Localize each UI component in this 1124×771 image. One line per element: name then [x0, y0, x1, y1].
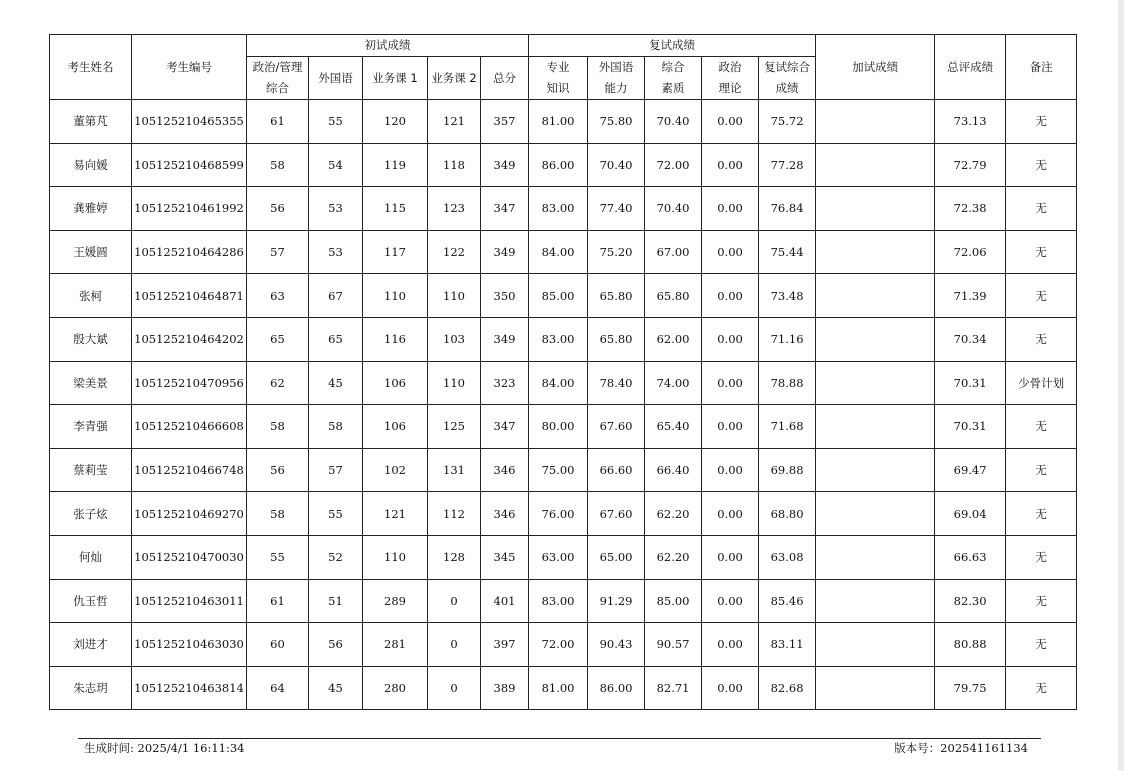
foreign-lang-ability-cell: 65.80: [588, 317, 645, 361]
initial-header-5: [481, 57, 529, 100]
retest-header-line2: 素质: [661, 81, 685, 95]
note-cell: 无: [1006, 230, 1077, 274]
political-theory-cell: 0.00: [702, 448, 759, 492]
course2-score-cell: 122: [428, 230, 481, 274]
candidate-id-cell: 105125210463030: [132, 623, 247, 667]
name-cell: 李青强: [50, 405, 132, 449]
foreign-lang-score-cell: 45: [309, 361, 363, 405]
politics-score-cell: 56: [247, 187, 309, 231]
initial-header-line1: 总分: [493, 70, 517, 85]
extra-score-cell: [816, 187, 935, 231]
note-cell: 无: [1006, 448, 1077, 492]
foreign-lang-score-cell: 45: [309, 666, 363, 710]
retest-header-line1: 专业: [546, 60, 570, 74]
total-eval-cell: 72.38: [935, 187, 1006, 231]
political-theory-cell: 0.00: [702, 405, 759, 449]
course1-score-cell: 110: [363, 274, 428, 318]
header-note: 备注: [1006, 35, 1077, 100]
header-initial-group: 初试成绩: [247, 35, 529, 57]
retest-composite-cell: 73.48: [759, 274, 816, 318]
retest-composite-cell: 68.80: [759, 492, 816, 536]
initial-header-2: [309, 57, 363, 100]
politics-score-cell: 61: [247, 579, 309, 623]
name-cell: 朱志玥: [50, 666, 132, 710]
foreign-lang-ability-cell: 67.60: [588, 405, 645, 449]
politics-score-cell: 63: [247, 274, 309, 318]
note-cell: 无: [1006, 579, 1077, 623]
candidate-id-cell: 105125210469270: [132, 492, 247, 536]
course1-score-cell: 119: [363, 143, 428, 187]
major-knowledge-cell: 81.00: [529, 666, 588, 710]
major-knowledge-cell: 75.00: [529, 448, 588, 492]
politics-score-cell: 57: [247, 230, 309, 274]
extra-score-cell: [816, 317, 935, 361]
overall-quality-cell: 66.40: [645, 448, 702, 492]
political-theory-cell: 0.00: [702, 187, 759, 231]
foreign-lang-ability-cell: 86.00: [588, 666, 645, 710]
retest-composite-cell: 75.72: [759, 100, 816, 144]
initial-header-3: [363, 57, 428, 100]
retest-composite-cell: 71.68: [759, 405, 816, 449]
initial-total-cell: 323: [481, 361, 529, 405]
course2-score-cell: 125: [428, 405, 481, 449]
major-knowledge-cell: 76.00: [529, 492, 588, 536]
overall-quality-cell: 62.00: [645, 317, 702, 361]
name-cell: 梁美景: [50, 361, 132, 405]
total-eval-cell: 72.79: [935, 143, 1006, 187]
table-row: [50, 492, 1077, 536]
initial-total-cell: 397: [481, 623, 529, 667]
foreign-lang-score-cell: 55: [309, 100, 363, 144]
retest-composite-cell: 71.16: [759, 317, 816, 361]
foreign-lang-ability-cell: 66.60: [588, 448, 645, 492]
candidate-id-cell: 105125210463011: [132, 579, 247, 623]
note-cell: 无: [1006, 492, 1077, 536]
initial-header-line2: 综合: [266, 81, 289, 95]
extra-score-cell: [816, 492, 935, 536]
table-row: [50, 666, 1077, 710]
politics-score-cell: 58: [247, 143, 309, 187]
foreign-lang-ability-cell: 91.29: [588, 579, 645, 623]
total-eval-cell: 70.31: [935, 361, 1006, 405]
extra-score-cell: [816, 623, 935, 667]
politics-score-cell: 61: [247, 100, 309, 144]
retest-header-line2: 知识: [546, 81, 570, 95]
retest-composite-cell: 75.44: [759, 230, 816, 274]
candidate-id-cell: 105125210465355: [132, 100, 247, 144]
table-header: [50, 35, 1077, 100]
total-eval-cell: 79.75: [935, 666, 1006, 710]
overall-quality-cell: 65.40: [645, 405, 702, 449]
retest-composite-cell: 85.46: [759, 579, 816, 623]
overall-quality-cell: 85.00: [645, 579, 702, 623]
initial-total-cell: 350: [481, 274, 529, 318]
retest-header-line1: 复试综合: [764, 60, 811, 74]
retest-header-line1: 政治: [718, 60, 742, 74]
table-row: [50, 535, 1077, 579]
total-eval-cell: 70.34: [935, 317, 1006, 361]
major-knowledge-cell: 83.00: [529, 187, 588, 231]
retest-composite-cell: 76.84: [759, 187, 816, 231]
politics-score-cell: 58: [247, 492, 309, 536]
extra-score-cell: [816, 666, 935, 710]
retest-header-5: [759, 57, 816, 100]
foreign-lang-ability-cell: 67.60: [588, 492, 645, 536]
course2-score-cell: 123: [428, 187, 481, 231]
initial-total-cell: 357: [481, 100, 529, 144]
table-row: [50, 579, 1077, 623]
major-knowledge-cell: 86.00: [529, 143, 588, 187]
candidate-id-cell: 105125210470030: [132, 535, 247, 579]
political-theory-cell: 0.00: [702, 230, 759, 274]
course1-score-cell: 115: [363, 187, 428, 231]
initial-total-cell: 347: [481, 187, 529, 231]
header-id: 考生编号: [132, 35, 247, 100]
note-cell: 无: [1006, 187, 1077, 231]
politics-score-cell: 56: [247, 448, 309, 492]
overall-quality-cell: 72.00: [645, 143, 702, 187]
course1-score-cell: 289: [363, 579, 428, 623]
foreign-lang-score-cell: 53: [309, 187, 363, 231]
course1-score-cell: 110: [363, 535, 428, 579]
retest-header-4: [702, 57, 759, 100]
political-theory-cell: 0.00: [702, 492, 759, 536]
candidate-id-cell: 105125210461992: [132, 187, 247, 231]
course2-score-cell: 110: [428, 361, 481, 405]
header-name: 考生姓名: [50, 35, 132, 100]
total-eval-cell: 69.04: [935, 492, 1006, 536]
initial-total-cell: 346: [481, 492, 529, 536]
major-knowledge-cell: 81.00: [529, 100, 588, 144]
initial-total-cell: 345: [481, 535, 529, 579]
name-cell: 王媛圆: [50, 230, 132, 274]
note-cell: 无: [1006, 143, 1077, 187]
initial-total-cell: 349: [481, 317, 529, 361]
initial-header-line1: 外国语: [318, 70, 353, 85]
foreign-lang-score-cell: 51: [309, 579, 363, 623]
header-retest-group: 复试成绩: [529, 35, 816, 57]
name-cell: 殷大斌: [50, 317, 132, 361]
footer-divider: [78, 738, 1041, 739]
table-row: [50, 143, 1077, 187]
table-row: [50, 317, 1077, 361]
total-eval-cell: 69.47: [935, 448, 1006, 492]
major-knowledge-cell: 84.00: [529, 230, 588, 274]
course2-score-cell: 0: [428, 623, 481, 667]
extra-score-cell: [816, 579, 935, 623]
political-theory-cell: 0.00: [702, 274, 759, 318]
politics-score-cell: 55: [247, 535, 309, 579]
retest-header-line2: 能力: [604, 81, 628, 95]
course1-score-cell: 117: [363, 230, 428, 274]
table-row: [50, 100, 1077, 144]
candidate-id-cell: 105125210464202: [132, 317, 247, 361]
political-theory-cell: 0.00: [702, 317, 759, 361]
politics-score-cell: 62: [247, 361, 309, 405]
candidate-id-cell: 105125210464871: [132, 274, 247, 318]
political-theory-cell: 0.00: [702, 361, 759, 405]
retest-header-2: [588, 57, 645, 100]
course1-score-cell: 102: [363, 448, 428, 492]
table-row: [50, 405, 1077, 449]
major-knowledge-cell: 63.00: [529, 535, 588, 579]
foreign-lang-ability-cell: 75.80: [588, 100, 645, 144]
initial-header-1: [247, 57, 309, 100]
overall-quality-cell: 62.20: [645, 492, 702, 536]
name-cell: 易向媛: [50, 143, 132, 187]
name-cell: 张子炫: [50, 492, 132, 536]
foreign-lang-score-cell: 57: [309, 448, 363, 492]
generated-time: 生成时间: 2025/4/1 16:11:34: [84, 741, 245, 755]
major-knowledge-cell: 83.00: [529, 317, 588, 361]
retest-header-line2: 成绩: [775, 81, 799, 95]
table-row: [50, 623, 1077, 667]
course1-score-cell: 120: [363, 100, 428, 144]
extra-score-cell: [816, 361, 935, 405]
political-theory-cell: 0.00: [702, 579, 759, 623]
foreign-lang-ability-cell: 65.80: [588, 274, 645, 318]
overall-quality-cell: 62.20: [645, 535, 702, 579]
retest-header-line2: 理论: [718, 81, 742, 95]
course2-score-cell: 128: [428, 535, 481, 579]
name-cell: 刘进才: [50, 623, 132, 667]
overall-quality-cell: 82.71: [645, 666, 702, 710]
foreign-lang-score-cell: 54: [309, 143, 363, 187]
major-knowledge-cell: 72.00: [529, 623, 588, 667]
course1-score-cell: 281: [363, 623, 428, 667]
note-cell: 无: [1006, 623, 1077, 667]
total-eval-cell: 66.63: [935, 535, 1006, 579]
course2-score-cell: 118: [428, 143, 481, 187]
note-cell: 无: [1006, 100, 1077, 144]
retest-composite-cell: 82.68: [759, 666, 816, 710]
course1-score-cell: 106: [363, 361, 428, 405]
extra-score-cell: [816, 535, 935, 579]
initial-total-cell: 349: [481, 143, 529, 187]
table-row: [50, 361, 1077, 405]
retest-composite-cell: 78.88: [759, 361, 816, 405]
total-eval-cell: 82.30: [935, 579, 1006, 623]
candidate-id-cell: 105125210466608: [132, 405, 247, 449]
total-eval-cell: 73.13: [935, 100, 1006, 144]
total-eval-cell: 80.88: [935, 623, 1006, 667]
course2-score-cell: 112: [428, 492, 481, 536]
name-cell: 张柯: [50, 274, 132, 318]
candidate-id-cell: 105125210468599: [132, 143, 247, 187]
overall-quality-cell: 74.00: [645, 361, 702, 405]
politics-score-cell: 58: [247, 405, 309, 449]
foreign-lang-score-cell: 67: [309, 274, 363, 318]
foreign-lang-score-cell: 53: [309, 230, 363, 274]
extra-score-cell: [816, 143, 935, 187]
retest-header-line1: 综合: [661, 60, 685, 74]
course2-score-cell: 110: [428, 274, 481, 318]
foreign-lang-ability-cell: 90.43: [588, 623, 645, 667]
extra-score-cell: [816, 230, 935, 274]
initial-header-line1: 业务课 1: [372, 70, 418, 85]
score-table: [49, 34, 1077, 710]
political-theory-cell: 0.00: [702, 100, 759, 144]
initial-total-cell: 347: [481, 405, 529, 449]
total-eval-cell: 70.31: [935, 405, 1006, 449]
initial-total-cell: 401: [481, 579, 529, 623]
course1-score-cell: 106: [363, 405, 428, 449]
initial-header-line1: 政治/管理: [252, 60, 303, 74]
major-knowledge-cell: 85.00: [529, 274, 588, 318]
political-theory-cell: 0.00: [702, 535, 759, 579]
note-cell: 无: [1006, 405, 1077, 449]
foreign-lang-ability-cell: 75.20: [588, 230, 645, 274]
candidate-id-cell: 105125210470956: [132, 361, 247, 405]
politics-score-cell: 65: [247, 317, 309, 361]
note-cell: 无: [1006, 274, 1077, 318]
initial-total-cell: 349: [481, 230, 529, 274]
name-cell: 何灿: [50, 535, 132, 579]
foreign-lang-ability-cell: 78.40: [588, 361, 645, 405]
overall-quality-cell: 65.80: [645, 274, 702, 318]
overall-quality-cell: 90.57: [645, 623, 702, 667]
extra-score-cell: [816, 448, 935, 492]
note-cell: 无: [1006, 666, 1077, 710]
foreign-lang-ability-cell: 70.40: [588, 143, 645, 187]
political-theory-cell: 0.00: [702, 143, 759, 187]
overall-quality-cell: 67.00: [645, 230, 702, 274]
candidate-id-cell: 105125210464286: [132, 230, 247, 274]
extra-score-cell: [816, 100, 935, 144]
initial-total-cell: 389: [481, 666, 529, 710]
candidate-id-cell: 105125210466748: [132, 448, 247, 492]
course1-score-cell: 121: [363, 492, 428, 536]
retest-composite-cell: 69.88: [759, 448, 816, 492]
overall-quality-cell: 70.40: [645, 187, 702, 231]
note-cell: 少骨计划: [1006, 361, 1077, 405]
foreign-lang-score-cell: 56: [309, 623, 363, 667]
course2-score-cell: 0: [428, 579, 481, 623]
table-row: [50, 230, 1077, 274]
name-cell: 董第芃: [50, 100, 132, 144]
politics-score-cell: 64: [247, 666, 309, 710]
header-extra: 加试成绩: [816, 35, 935, 100]
total-eval-cell: 71.39: [935, 274, 1006, 318]
table-row: [50, 187, 1077, 231]
initial-total-cell: 346: [481, 448, 529, 492]
version-number: 版本号：202541161134: [894, 741, 1028, 755]
foreign-lang-ability-cell: 65.00: [588, 535, 645, 579]
retest-header-3: [645, 57, 702, 100]
course1-score-cell: 116: [363, 317, 428, 361]
retest-composite-cell: 63.08: [759, 535, 816, 579]
course1-score-cell: 280: [363, 666, 428, 710]
foreign-lang-score-cell: 55: [309, 492, 363, 536]
course2-score-cell: 0: [428, 666, 481, 710]
extra-score-cell: [816, 274, 935, 318]
retest-composite-cell: 77.28: [759, 143, 816, 187]
candidate-id-cell: 105125210463814: [132, 666, 247, 710]
header-total-eval: 总评成绩: [935, 35, 1006, 100]
extra-score-cell: [816, 405, 935, 449]
note-cell: 无: [1006, 317, 1077, 361]
politics-score-cell: 60: [247, 623, 309, 667]
course2-score-cell: 121: [428, 100, 481, 144]
political-theory-cell: 0.00: [702, 623, 759, 667]
initial-header-4: [428, 57, 481, 100]
course2-score-cell: 131: [428, 448, 481, 492]
initial-header-line1: 业务课 2: [431, 70, 477, 85]
course2-score-cell: 103: [428, 317, 481, 361]
major-knowledge-cell: 84.00: [529, 361, 588, 405]
major-knowledge-cell: 80.00: [529, 405, 588, 449]
table-row: [50, 448, 1077, 492]
overall-quality-cell: 70.40: [645, 100, 702, 144]
name-cell: 蔡莉莹: [50, 448, 132, 492]
total-eval-cell: 72.06: [935, 230, 1006, 274]
table-row: [50, 274, 1077, 318]
name-cell: 龚雅婷: [50, 187, 132, 231]
foreign-lang-ability-cell: 77.40: [588, 187, 645, 231]
political-theory-cell: 0.00: [702, 666, 759, 710]
retest-composite-cell: 83.11: [759, 623, 816, 667]
retest-header-line1: 外国语: [598, 60, 634, 74]
foreign-lang-score-cell: 65: [309, 317, 363, 361]
foreign-lang-score-cell: 52: [309, 535, 363, 579]
table-body: [50, 100, 1077, 710]
name-cell: 仇玉哲: [50, 579, 132, 623]
major-knowledge-cell: 83.00: [529, 579, 588, 623]
foreign-lang-score-cell: 58: [309, 405, 363, 449]
retest-header-1: [529, 57, 588, 100]
note-cell: 无: [1006, 535, 1077, 579]
